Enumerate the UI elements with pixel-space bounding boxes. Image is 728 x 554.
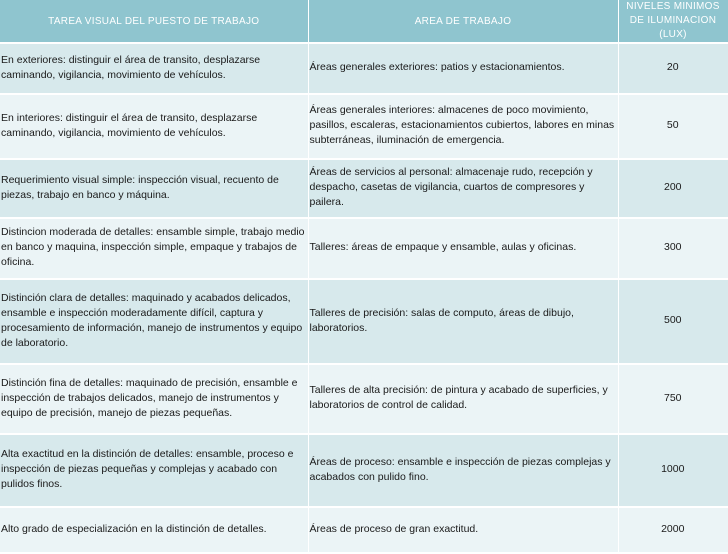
header-level: NIVELES MINIMOS DE ILUMINACION (LUX) <box>618 0 728 43</box>
area-cell: Áreas generales exteriores: patios y estacionamientos. <box>308 43 618 94</box>
task-cell: Alta exactitud en la distinción de detalles: ensamble, proceso e inspección de piezas pequeñas y complejas y acabado con pulidos finos. <box>0 434 308 507</box>
table-row <box>0 279 728 364</box>
lux-cell: 300 <box>618 218 728 279</box>
lux-cell: 200 <box>618 159 728 218</box>
header-row <box>0 0 728 43</box>
area-cell: Talleres de precisión: salas de computo, áreas de dibujo, laboratorios. <box>308 279 618 364</box>
lux-cell: 500 <box>618 279 728 364</box>
lux-cell: 1000 <box>618 434 728 507</box>
task-cell: En exteriores: distinguir el área de transito, desplazarse caminando, vigilancia, movimiento de vehículos. <box>0 43 308 94</box>
task-cell: Alto grado de especialización en la distinción de detalles. <box>0 507 308 553</box>
area-cell: Áreas generales interiores: almacenes de poco movimiento, pasillos, escaleras, estacionamientos cubiertos, labores en minas subterráneas, iluminación de emergencia. <box>308 94 618 159</box>
header-task: TAREA VISUAL DEL PUESTO DE TRABAJO <box>0 0 308 43</box>
lux-cell: 2000 <box>618 507 728 553</box>
task-cell: Distincion moderada de detalles: ensamble simple, trabajo medio en banco y maquina, inspección simple, empaque y trabajos de oficina. <box>0 218 308 279</box>
area-cell: Áreas de servicios al personal: almacenaje rudo, recepción y despacho, casetas de vigilancia, cuartos de compresores y pailera. <box>308 159 618 218</box>
task-cell: Distinción clara de detalles: maquinado y acabados delicados, ensamble e inspección moderadamente difícil, captura y procesamiento de información, manejo de instrumentos y equipo de laboratorio. <box>0 279 308 364</box>
lux-cell: 20 <box>618 43 728 94</box>
task-cell: Requerimiento visual simple: inspección visual, recuento de piezas, trabajo en banco y máquina. <box>0 159 308 218</box>
header-area: AREA DE TRABAJO <box>308 0 618 43</box>
table-row <box>0 364 728 434</box>
area-cell: Áreas de proceso de gran exactitud. <box>308 507 618 553</box>
table-row <box>0 507 728 553</box>
table-row <box>0 94 728 159</box>
area-cell: Talleres: áreas de empaque y ensamble, aulas y oficinas. <box>308 218 618 279</box>
lux-cell: 50 <box>618 94 728 159</box>
area-cell: Áreas de proceso: ensamble e inspección de piezas complejas y acabados con pulido fino. <box>308 434 618 507</box>
task-cell: Distinción fina de detalles: maquinado de precisión, ensamble e inspección de trabajos delicados, manejo de instrumentos y equipo de precisión, manejo de piezas pequeñas. <box>0 364 308 434</box>
table-row <box>0 159 728 218</box>
table-row <box>0 218 728 279</box>
task-cell: En interiores: distinguir el área de transito, desplazarse caminando, vigilancia, movimiento de vehículos. <box>0 94 308 159</box>
area-cell: Talleres de alta precisión: de pintura y acabado de superficies, y laboratorios de control de calidad. <box>308 364 618 434</box>
lux-cell: 750 <box>618 364 728 434</box>
table-row <box>0 434 728 507</box>
table-row <box>0 43 728 94</box>
